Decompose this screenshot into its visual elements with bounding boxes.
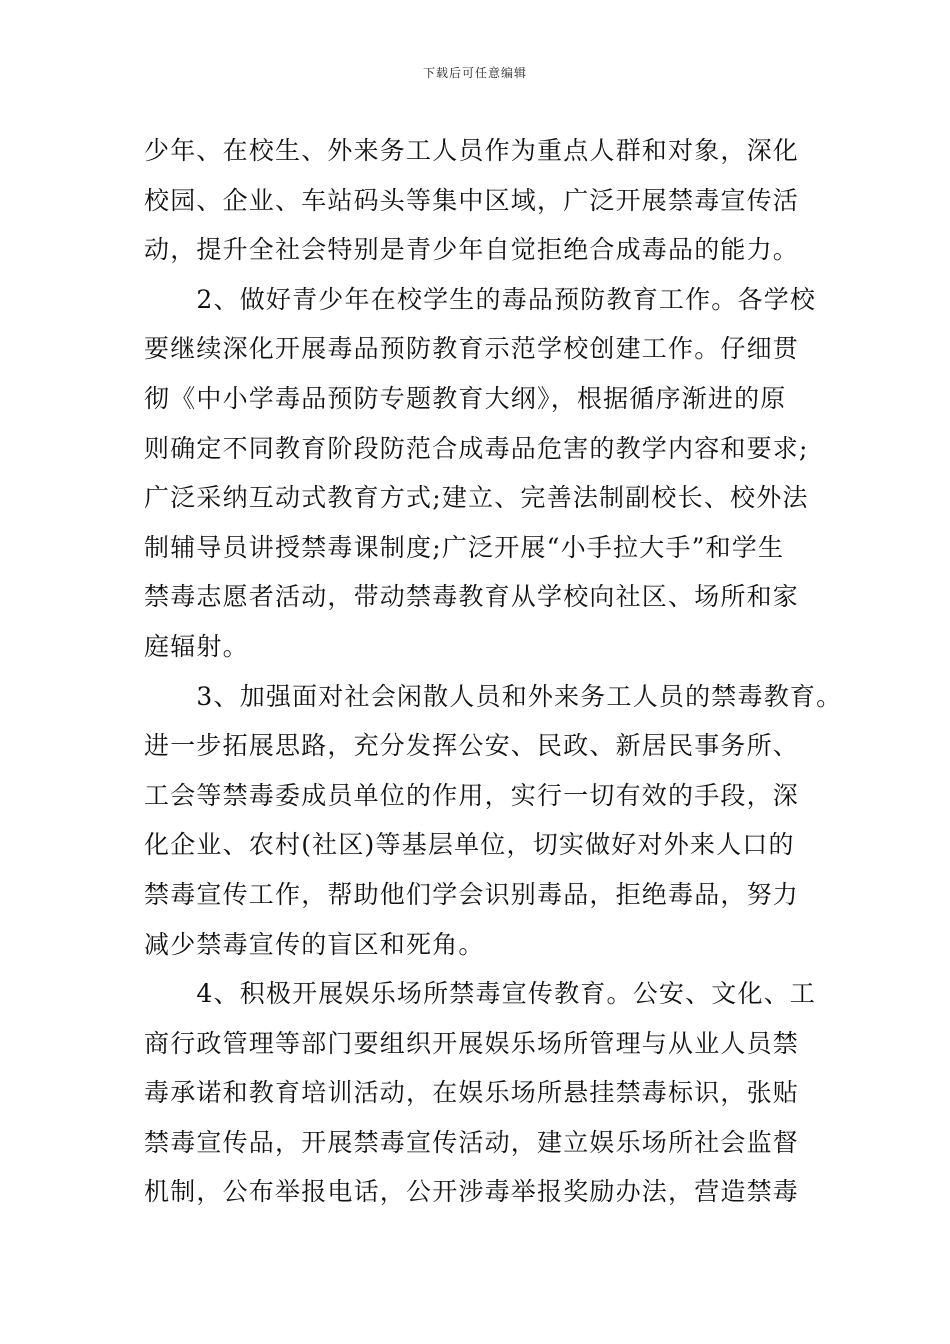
- text-line: 禁毒志愿者活动，带动禁毒教育从学校向社区、场所和家: [144, 582, 800, 612]
- paragraph-2-start: 2、做好青少年在校学生的毒品预防教育工作。各学校: [144, 284, 817, 314]
- text-line: 庭辐射。: [144, 631, 249, 661]
- text-line: 减少禁毒宣传的盲区和死角。: [144, 929, 485, 959]
- text-line: 则确定不同教育阶段防范合成毒品危害的教学内容和要求;: [144, 433, 809, 463]
- text-line: 化企业、农村(社区)等基层单位，切实做好对外来人口的: [144, 830, 795, 860]
- text-line: 校园、企业、车站码头等集中区域，广泛开展禁毒宣传活: [144, 185, 800, 215]
- header-note: 下载后可任意编辑: [422, 66, 527, 80]
- text-line: 毒承诺和教育培训活动，在娱乐场所悬挂禁毒标识，张贴: [144, 1078, 800, 1108]
- paragraph-3-start: 3、加强面对社会闲散人员和外来务工人员的禁毒教育。: [144, 681, 843, 711]
- text-line: 工会等禁毒委成员单位的作用，实行一切有效的手段，深: [144, 780, 800, 810]
- paragraph-4-start: 4、积极开展娱乐场所禁毒宣传教育。公安、文化、工: [144, 979, 817, 1009]
- text-line: 彻《中小学毒品预防专题教育大纲》，根据循序渐进的原: [144, 383, 787, 413]
- document-body: [144, 126, 843, 1217]
- text-line: 禁毒宣传品，开展禁毒宣传活动，建立娱乐场所社会监督: [144, 1127, 800, 1157]
- text-line: 机制，公布举报电话，公开涉毒举报奖励办法，营造禁毒: [144, 1177, 800, 1207]
- text-line: 少年、在校生、外来务工人员作为重点人群和对象，深化: [144, 136, 800, 165]
- text-line: 要继续深化开展毒品预防教育示范学校创建工作。仔细贯: [144, 334, 800, 364]
- text-line: 制辅导员讲授禁毒课制度;广泛开展“小手拉大手”和学生: [144, 532, 785, 562]
- text-line: 广泛采纳互动式教育方式;建立、完善法制副校长、校外法: [144, 483, 809, 513]
- text-line: 进一步拓展思路，充分发挥公安、民政、新居民事务所、: [144, 731, 800, 761]
- text-line: 动，提升全社会特别是青少年自觉拒绝合成毒品的能力。: [144, 235, 800, 265]
- text-line: 禁毒宣传工作，帮助他们学会识别毒品，拒绝毒品，努力: [144, 879, 800, 909]
- text-line: 商行政管理等部门要组织开展娱乐场所管理与从业人员禁: [144, 1028, 800, 1058]
